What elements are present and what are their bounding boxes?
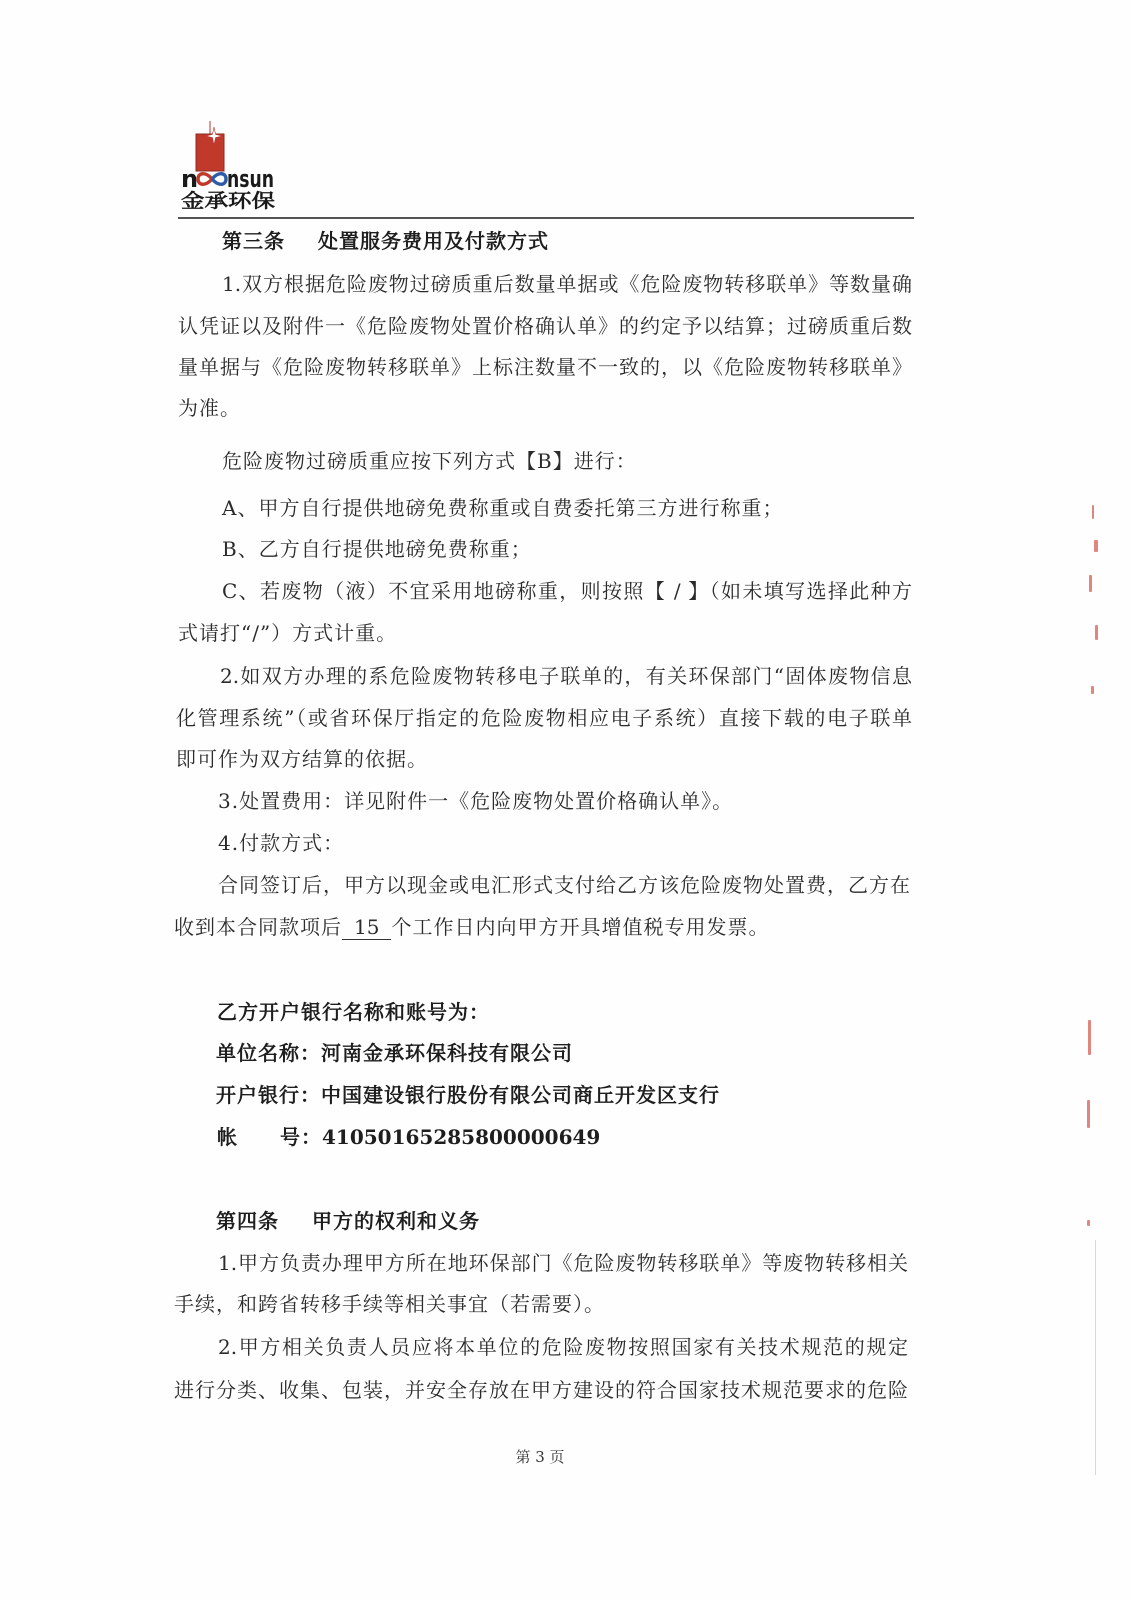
disposal-fee-line: 3.处置费用：详见附件一《危险废物处置价格确认单》。 [218,789,734,813]
weighing-method-line: 危险废物过磅质重应按下列方式【B】进行： [222,449,637,473]
article-3-line: 2.如双方办理的系危险废物转移电子联单的，有关环保部门“固体废物信息 [220,664,912,688]
article-4-heading [216,1207,480,1235]
article-3-line: 化管理系统”（或省环保厅指定的危险废物相应电子系统）直接下载的电子联单 [176,706,912,730]
article-4-line: 1.甲方负责办理甲方所在地环保部门《危险废物转移联单》等废物转移相关 [218,1251,908,1275]
article-4-line: 进行分类、收集、包装，并安全存放在甲方建设的符合国家技术规范要求的危险 [174,1378,908,1402]
company-name-label: 单位名称： [216,1041,321,1065]
page-number: 第 3 页 [515,1448,565,1466]
bank-name-label: 开户银行： [216,1083,321,1107]
logo-red-block [196,134,224,171]
header-divider [178,217,914,219]
logo-text-suffix: nsun [227,165,274,193]
article-4-line: 手续，和跨省转移手续等相关事宜（若需要）。 [174,1292,605,1316]
article-4-line: 2.甲方相关负责人员应将本单位的危险废物按照国家有关技术规范的规定 [218,1335,908,1359]
payment-method-line: 4.付款方式： [218,831,345,855]
seal-fragment-mark [1087,1220,1090,1226]
company-logo [175,118,287,214]
account-row [217,1123,600,1151]
seal-fragment-mark [1089,575,1092,592]
seal-fragment-mark [1088,1020,1091,1055]
article-number: 第三条 [222,229,285,253]
company-name-value: 河南金承环保科技有限公司 [321,1041,573,1065]
seal-fragment-mark [1087,1100,1090,1128]
article-3-line: 即可作为双方结算的依据。 [176,747,428,771]
article-3-line: 1.双方根据危险废物过磅质重后数量单据或《危险废物转移联单》等数量确 [222,272,912,296]
invoice-text-after: 个工作日内向甲方开具增值税专用发票。 [391,915,770,939]
bank-info-heading: 乙方开户银行名称和账号为： [217,1000,490,1024]
bank-name-row [216,1081,720,1109]
invoice-line [174,913,769,941]
logo-text-prefix: n [181,165,199,193]
invoice-days-blank: 15 [342,915,391,940]
seal-fragment-mark [1092,505,1094,519]
article-3-line: 合同签订后，甲方以现金或电汇形式支付给乙方该危险废物处置费，乙方在 [218,873,910,897]
logo-infinity-right-icon [212,174,226,185]
logo-infinity-left-icon [198,174,212,185]
article-3-line: 认凭证以及附件一《危险废物处置价格确认单》的约定予以结算；过磅质重后数 [178,314,912,338]
option-c-line: C、若废物（液）不宜采用地磅称重，则按照【 / 】（如未填写选择此种方 [222,579,912,603]
option-a-line: A、甲方自行提供地磅免费称重或自费委托第三方进行称重； [222,496,784,520]
option-b-line: B、乙方自行提供地磅免费称重； [222,537,532,561]
account-label: 帐 号： [217,1125,322,1149]
company-name-row [216,1039,573,1067]
account-number: 41050165285800000649 [322,1125,601,1149]
article-3-line: 量单据与《危险废物转移联单》上标注数量不一致的，以《危险废物转移联单》 [178,355,912,379]
article-title: 处置服务费用及付款方式 [318,229,549,253]
bank-name-value: 中国建设银行股份有限公司商丘开发区支行 [321,1083,720,1107]
article-3-heading [222,227,549,255]
option-c-line: 式请打“/”）方式计重。 [178,621,398,645]
logo-chinese-name: 金承环保 [181,190,258,212]
seal-fragment-mark [1094,540,1098,552]
article-3-line: 为准。 [178,396,241,420]
seal-fragment-mark [1091,686,1094,694]
scan-edge-line [1095,1240,1096,1475]
invoice-text-before: 收到本合同款项后 [174,915,342,939]
seal-fragment-mark [1095,625,1098,640]
article-number: 第四条 [216,1209,279,1233]
article-title: 甲方的权利和义务 [312,1209,480,1233]
